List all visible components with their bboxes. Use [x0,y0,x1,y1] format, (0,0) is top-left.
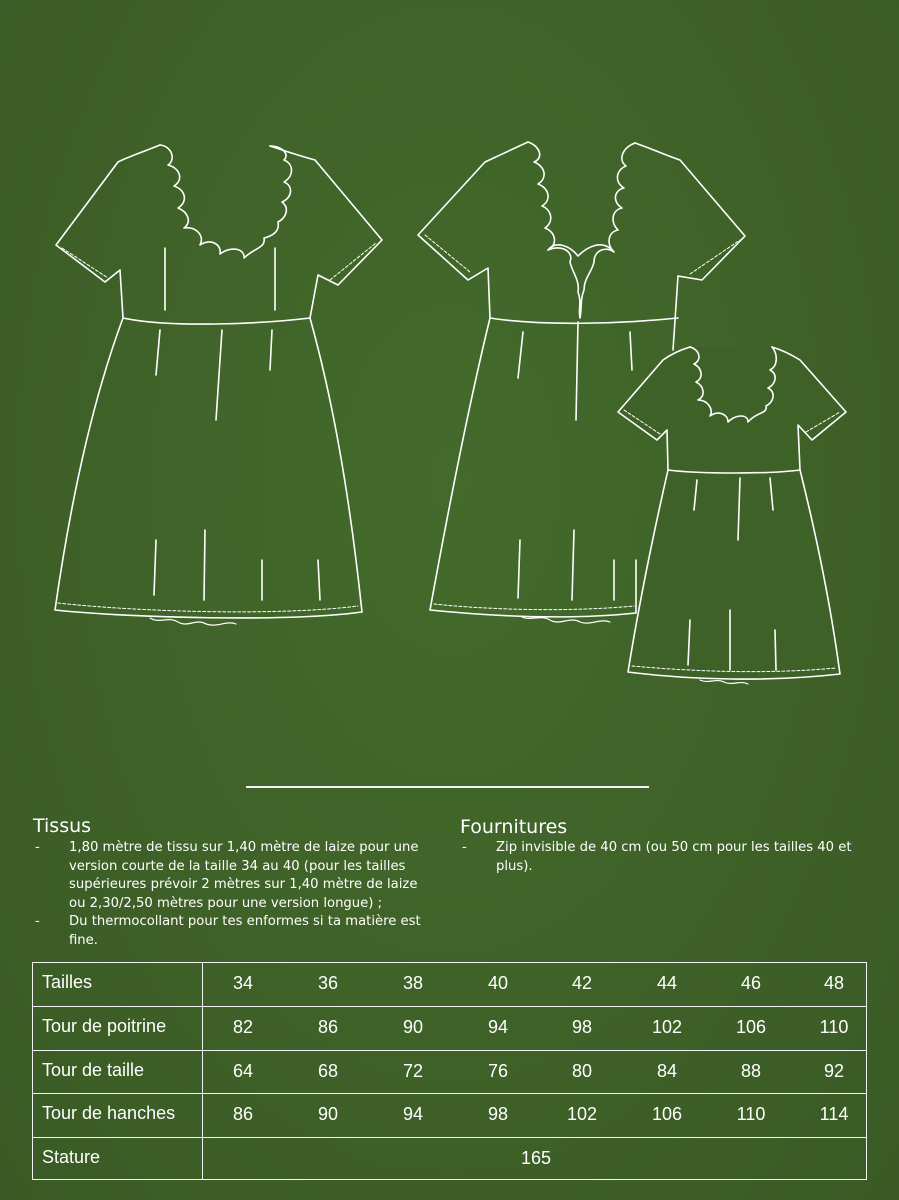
row-label: Tour de hanches [42,1103,176,1124]
table-cell: 42 [571,973,593,993]
table-cell: 86 [232,1104,254,1125]
table-cell: 86 [317,1017,339,1038]
table-cell: 98 [571,1017,593,1038]
tissus-item: - Du thermocollant pour tes enformes si ta matière est fine. [35,913,425,950]
table-cell: 48 [823,973,845,993]
table-cell: 80 [571,1060,593,1081]
table-cell: 94 [402,1104,424,1125]
table-cell: 84 [656,1060,678,1081]
table-cell: 88 [740,1060,762,1081]
table-cell: 90 [402,1017,424,1038]
table-row-stature [33,1137,866,1180]
table-cell: 44 [656,973,678,993]
table-cell: 76 [487,1060,509,1081]
tissus-heading: Tissus [33,815,92,837]
row-label: Tour de poitrine [42,1016,167,1037]
dress-short-drawing [618,347,846,684]
table-cell: 165 [520,1147,552,1168]
table-row-tour-de-taille [33,1050,866,1093]
table-cell: 102 [566,1104,598,1125]
fournitures-list [462,839,852,876]
table-cell: 106 [735,1017,767,1038]
tissus-item: - 1,80 mètre de tissu sur 1,40 mètre de laize pour une version courte de la taille 34 au 40 (pour les tailles supérieures prévoir 2 mètres sur 1,40 mètre de laize ou 2,30/2,50 mètres pour une version longue) ; [35,839,425,913]
table-cell: 72 [402,1060,424,1081]
row-label: Stature [42,1146,101,1167]
table-cell: 92 [823,1060,845,1081]
table-cell: 68 [317,1060,339,1081]
dress-front-drawing [55,145,382,625]
row-label: Tour de taille [42,1059,145,1080]
table-cell: 34 [232,973,254,993]
table-cell: 110 [819,1017,849,1038]
table-cell: 40 [487,973,509,993]
table-cell: 98 [487,1104,509,1125]
table-cell: 36 [317,973,339,993]
table-cell: 90 [317,1104,339,1125]
fournitures-heading: Fournitures [460,816,568,838]
table-row-tailles [33,963,866,1006]
table-cell: 102 [651,1017,683,1038]
fournitures-item: - Zip invisible de 40 cm (ou 50 cm pour les tailles 40 et plus). [462,839,852,876]
table-cell: 114 [819,1104,849,1125]
size-table [32,962,867,1180]
table-cell: 106 [651,1104,683,1125]
row-label: Tailles [42,972,93,992]
tissus-list [35,839,425,951]
table-cell: 110 [736,1104,766,1125]
table-cell: 94 [487,1017,509,1038]
section-divider [246,786,649,788]
table-row-tour-de-hanches [33,1093,866,1136]
table-cell: 46 [740,973,762,993]
table-cell: 82 [232,1017,254,1038]
table-cell: 64 [232,1060,254,1081]
table-row-tour-de-poitrine [33,1006,866,1049]
table-cell: 38 [402,973,424,993]
